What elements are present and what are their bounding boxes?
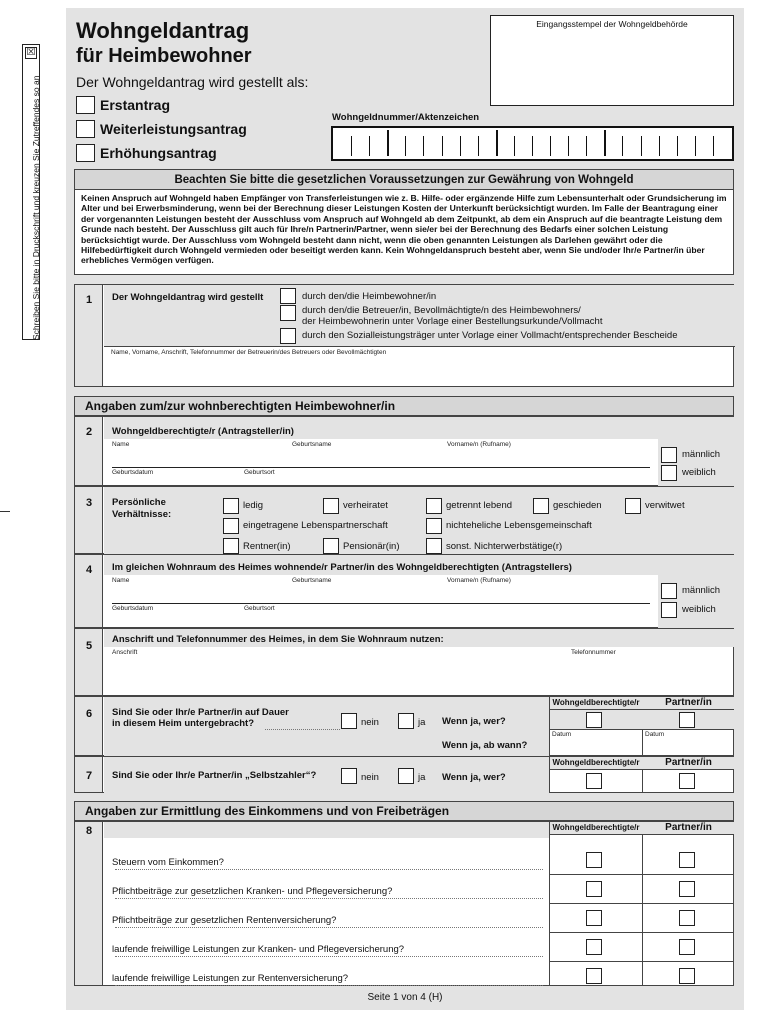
section-2 xyxy=(74,416,734,486)
permanent-q-b: in diesem Heim untergebracht? xyxy=(112,718,255,729)
checkbox-deduction-beneficiary[interactable] xyxy=(586,910,602,926)
legal-notice xyxy=(74,169,734,275)
file-number-cell-divider xyxy=(478,136,479,156)
section-1 xyxy=(74,284,734,387)
section-4-title: Im gleichen Wohnraum des Heimes wohnende/r Partner/in des Wohngeldberechtigten (Antragstellers) xyxy=(112,562,572,573)
checkbox-deduction-beneficiary[interactable] xyxy=(586,968,602,984)
section-number: 8 xyxy=(85,825,93,837)
file-number-cell-divider xyxy=(369,136,370,156)
label-partner-birthplace: Geburtsort xyxy=(244,605,275,612)
checkbox-selfpayer-no[interactable] xyxy=(341,768,357,784)
label-pensionaer: Pensionär(in) xyxy=(343,541,400,552)
section-8 xyxy=(74,821,734,986)
section-number: 1 xyxy=(85,294,93,306)
label-birthdate: Geburtsdatum xyxy=(112,469,154,476)
guardian-field-hint: Name, Vorname, Anschrift, Telefonnummer der Betreuerin/des Betreuers oder Bevollmächtigten xyxy=(111,349,387,356)
section-3-title-b: Verhältnisse: xyxy=(112,509,172,520)
file-number-cell-divider xyxy=(604,130,606,156)
checkbox-ledig[interactable] xyxy=(223,498,239,514)
receipt-stamp-field xyxy=(490,15,734,106)
section-3 xyxy=(74,486,734,554)
file-number-cell-divider xyxy=(423,136,424,156)
col-head-partner: Partner/in xyxy=(665,822,712,833)
application-intro: Der Wohngeldantrag wird gestellt als: xyxy=(76,74,309,90)
label-erhoehungsantrag: Erhöhungsantrag xyxy=(100,145,217,161)
checkbox-permanent-no[interactable] xyxy=(341,713,357,729)
checkbox-weiterleistungsantrag[interactable] xyxy=(76,120,95,138)
label-home-address: Anschrift xyxy=(112,649,138,656)
notice-heading: Beachten Sie bitte die gesetzlichen Voraussetzungen zur Gewährung von Wohngeld xyxy=(75,170,733,190)
form-subtitle-heading: für Heimbewohner xyxy=(76,45,252,67)
label-by-social-agency: durch den Sozialleistungsträger unter Vorlage einer Vollmacht/entsprechender Bescheide xyxy=(302,330,678,341)
file-number-cell-divider xyxy=(677,136,678,156)
label-lebensgemeinschaft: nichteheliche Lebensgemeinschaft xyxy=(446,520,592,531)
label-home-phone: Telefonnummer xyxy=(571,649,616,656)
file-number-cell-divider xyxy=(387,130,389,156)
label-selfpayer-no: nein xyxy=(361,772,379,783)
label-permanent-no: nein xyxy=(361,717,379,728)
file-number-label: Wohngeldnummer/Aktenzeichen xyxy=(332,112,480,123)
checkbox-deduction-beneficiary[interactable] xyxy=(586,852,602,868)
form-title: Wohngeldantrag xyxy=(76,18,250,43)
checkbox-partner-female[interactable] xyxy=(661,602,677,618)
label-lebenspartnerschaft: eingetragene Lebenspartnerschaft xyxy=(243,520,388,531)
label-partner-female: weiblich xyxy=(682,604,716,615)
checkbox-female[interactable] xyxy=(661,465,677,481)
deduction-label: Pflichtbeiträge zur gesetzlichen Kranken- und Pflegeversicherung? xyxy=(112,886,393,897)
section-number: 6 xyxy=(85,708,93,720)
label-by-guardian-2: der Heimbewohnerin unter Vorlage einer Bestellungsurkunde/Vollmacht xyxy=(302,316,603,327)
checkbox-permanent-partner[interactable] xyxy=(679,712,695,728)
checkbox-by-guardian[interactable] xyxy=(280,305,296,321)
deduction-label: laufende freiwillige Leistungen zur Kranken- und Pflegeversicherung? xyxy=(112,944,405,955)
label-geschieden: geschieden xyxy=(553,500,602,511)
guardian-details-input[interactable] xyxy=(104,357,734,387)
col-head-partner: Partner/in xyxy=(665,697,712,708)
file-number-cell-divider xyxy=(496,130,498,156)
col-head-beneficiary: Wohngeldberechtigte/r xyxy=(552,823,640,832)
checkbox-deduction-partner[interactable] xyxy=(679,939,695,955)
checkbox-geschieden[interactable] xyxy=(533,498,549,514)
col-head-partner: Partner/in xyxy=(665,757,712,768)
label-verwitwet: verwitwet xyxy=(645,500,685,511)
checkbox-permanent-beneficiary[interactable] xyxy=(586,712,602,728)
file-number-cell-divider xyxy=(641,136,642,156)
checkbox-getrennt[interactable] xyxy=(426,498,442,514)
checkbox-deduction-partner[interactable] xyxy=(679,881,695,897)
checkbox-by-social-agency[interactable] xyxy=(280,328,296,344)
deduction-label: Pflichtbeiträge zur gesetzlichen Rentenversicherung? xyxy=(112,915,337,926)
label-weiterleistungsantrag: Weiterleistungsantrag xyxy=(100,121,247,137)
file-number-cell-divider xyxy=(405,136,406,156)
checkbox-rentner[interactable] xyxy=(223,538,239,554)
label-partner-firstname: Vorname/n (Rufname) xyxy=(447,577,511,584)
label-rentner: Rentner(in) xyxy=(243,541,291,552)
label-partner-birthname: Geburtsname xyxy=(292,577,332,584)
label-permanent-yes: ja xyxy=(418,717,426,728)
stamp-label: Eingangsstempel der Wohngeldbehörde xyxy=(536,19,688,29)
form-page xyxy=(66,8,744,1010)
selfpayer-who-label: Wenn ja, wer? xyxy=(442,772,506,783)
label-nichterwerbstaetig: sonst. Nichterwerbstätige(r) xyxy=(446,541,563,552)
checkbox-deduction-partner[interactable] xyxy=(679,910,695,926)
checkbox-deduction-partner[interactable] xyxy=(679,852,695,868)
checkbox-by-resident[interactable] xyxy=(280,288,296,304)
file-number-cell-divider xyxy=(550,136,551,156)
example-check-icon: ☒ xyxy=(26,47,36,58)
section-2-title: Wohngeldberechtigte/r (Antragsteller/in) xyxy=(112,426,294,437)
checkbox-male[interactable] xyxy=(661,447,677,463)
checkbox-nichterwerbstaetig[interactable] xyxy=(426,538,442,554)
section-5 xyxy=(74,628,734,696)
deduction-label: laufende freiwillige Leistungen zur Rentenversicherung? xyxy=(112,973,349,984)
band-resident-details: Angaben zum/zur wohnberechtigten Heimbewohner/in xyxy=(74,396,734,416)
notice-body: Keinen Anspruch auf Wohngeld haben Empfänger von Transferleistungen wie z. B. Hilfe- oder ergänzende Hilfe zum Lebensunterhalt oder Grundsicherung im Alter und bei Erwerbsminderung, wenn bei der Berechnung dieser Leistungen Kosten der Unterkunft berücksichtigt wurden. Im Falle der Beantragung einer der vorgenannten Leistungen besteht der Ausschluss vom Anspruch auf Wohngeld ab dem Zeitpunkt, ab dem ein Anspruch auf die beantragte Leistung dem Grunde nach besteht. Der Ausschluss gilt auch für Ihre/n Partnerin/Partner, wenn sie/er bei der Berechnung des Bedarfs einer solchen Leistung berücksichtigt wurde. Der Ausschluss vom Wohngeld besteht dann nicht, wenn die oben genannten Leistungen als Darlehen gewährt oder die Hilfebedürftigkeit durch Wohngeld vermieden oder beseitigt werden kann. Kein Wohngeldanspruch besteht aber, wenn Sie und/oder Ihr/e Partner/in über erhebliches Vermögen verfügen. xyxy=(81,193,727,266)
file-number-cell-divider xyxy=(622,136,623,156)
permanent-who-label: Wenn ja, wer? xyxy=(442,716,506,727)
fold-mark xyxy=(0,511,10,512)
checkbox-selfpayer-yes[interactable] xyxy=(398,768,414,784)
file-number-cell-divider xyxy=(532,136,533,156)
section-7 xyxy=(74,756,734,793)
row-divider xyxy=(550,874,734,875)
section-4 xyxy=(74,554,734,628)
section-number: 3 xyxy=(85,497,93,509)
applicant-type-label: Der Wohngeldantrag wird gestellt xyxy=(112,292,264,303)
file-number-cell-divider xyxy=(713,136,714,156)
label-birthplace: Geburtsort xyxy=(244,469,275,476)
section-6 xyxy=(74,696,734,756)
permanent-q-a: Sind Sie oder Ihr/e Partner/in auf Dauer xyxy=(112,707,289,718)
checkbox-deduction-beneficiary[interactable] xyxy=(586,881,602,897)
dotted-guide xyxy=(115,898,543,899)
label-date-partner: Datum xyxy=(645,731,665,738)
label-firstname: Vorname/n (Rufname) xyxy=(447,441,511,448)
section-number: 2 xyxy=(85,426,93,438)
file-number-cell-divider xyxy=(586,136,587,156)
label-erstantrag: Erstantrag xyxy=(100,97,171,113)
label-ledig: ledig xyxy=(243,500,264,511)
home-address-input[interactable] xyxy=(104,657,734,696)
dotted-guide xyxy=(115,985,543,986)
section-number: 5 xyxy=(85,640,93,652)
checkbox-lebensgemeinschaft[interactable] xyxy=(426,518,442,534)
dotted-guide xyxy=(115,956,543,957)
label-partner-name: Name xyxy=(112,577,130,584)
file-number-cell-divider xyxy=(695,136,696,156)
checkbox-verheiratet[interactable] xyxy=(323,498,339,514)
label-partner-birthdate: Geburtsdatum xyxy=(112,605,154,612)
label-by-resident: durch den/die Heimbewohner/in xyxy=(302,291,437,302)
checkbox-permanent-yes[interactable] xyxy=(398,713,414,729)
checkbox-partner-male[interactable] xyxy=(661,583,677,599)
section-number: 4 xyxy=(85,564,93,576)
label-name: Name xyxy=(112,441,130,448)
checkbox-verwitwet[interactable] xyxy=(625,498,641,514)
page-footer: Seite 1 von 4 (H) xyxy=(367,992,443,1003)
checkbox-erhoehungsantrag[interactable] xyxy=(76,144,95,162)
file-number-cell-divider xyxy=(351,136,352,156)
label-male: männlich xyxy=(682,449,721,460)
row-divider xyxy=(550,932,734,933)
checkbox-deduction-beneficiary[interactable] xyxy=(586,939,602,955)
file-number-cell-divider xyxy=(659,136,660,156)
label-partner-male: männlich xyxy=(682,585,721,596)
checkbox-deduction-partner[interactable] xyxy=(679,968,695,984)
file-number-cell-divider xyxy=(568,136,569,156)
file-number-cell-divider xyxy=(514,136,515,156)
deduction-label: Steuern vom Einkommen? xyxy=(112,857,224,868)
checkbox-selfpayer-beneficiary[interactable] xyxy=(586,773,602,789)
file-number-cell-divider xyxy=(442,136,443,156)
dotted-guide xyxy=(115,869,543,870)
section-5-title: Anschrift und Telefonnummer des Heimes, in dem Sie Wohnraum nutzen: xyxy=(112,634,444,645)
label-getrennt: getrennt lebend xyxy=(446,500,513,511)
checkbox-selfpayer-partner[interactable] xyxy=(679,773,695,789)
side-note-text: Schreiben Sie bitte in Druckschrift und kreuzen Sie Zutreffendes so an xyxy=(31,75,41,340)
checkbox-pensionaer[interactable] xyxy=(323,538,339,554)
label-verheiratet: verheiratet xyxy=(343,500,388,511)
checkbox-erstantrag[interactable] xyxy=(76,96,95,114)
col-head-beneficiary: Wohngeldberechtigte/r xyxy=(552,698,640,707)
label-birthname: Geburtsname xyxy=(292,441,332,448)
section-number: 7 xyxy=(85,770,93,782)
row-divider xyxy=(550,961,734,962)
band-income-details: Angaben zur Ermittlung des Einkommens und von Freibeträgen xyxy=(74,801,734,821)
permanent-since-label: Wenn ja, ab wann? xyxy=(442,740,528,751)
label-by-guardian-1: durch den/die Betreuer/in, Bevollmächtigte/n des Heimbewohners/ xyxy=(302,305,581,316)
row-divider xyxy=(550,903,734,904)
label-date-beneficiary: Datum xyxy=(552,731,572,738)
label-selfpayer-yes: ja xyxy=(418,772,426,783)
label-female: weiblich xyxy=(682,467,716,478)
checkbox-lebenspartnerschaft[interactable] xyxy=(223,518,239,534)
dotted-guide xyxy=(115,927,543,928)
file-number-cell-divider xyxy=(460,136,461,156)
file-number-input[interactable] xyxy=(331,126,734,161)
col-head-beneficiary: Wohngeldberechtigte/r xyxy=(552,758,640,767)
section-3-title-a: Persönliche xyxy=(112,497,166,508)
self-payer-question: Sind Sie oder Ihr/e Partner/in „Selbstzahler“? xyxy=(112,770,317,781)
